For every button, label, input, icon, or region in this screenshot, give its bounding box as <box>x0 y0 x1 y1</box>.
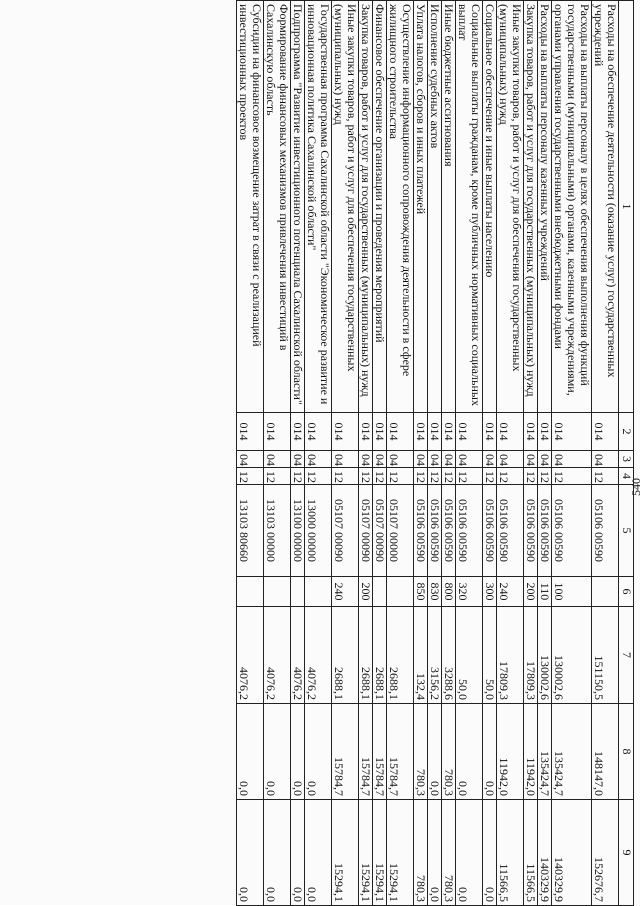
amount-year1-cell: 130002,6 <box>552 607 592 704</box>
chapter-code-cell: 014 <box>483 413 497 451</box>
section-code-cell: 04 <box>359 451 373 468</box>
chapter-code-cell: 014 <box>456 413 483 451</box>
column-header: 9 <box>619 800 634 906</box>
amount-year2-cell: 148147,0 <box>592 704 619 800</box>
target-article-cell: 05106 00590 <box>483 485 497 577</box>
table-row <box>524 1 538 906</box>
expense-type-cell: 830 <box>428 577 442 607</box>
expense-type-cell: 800 <box>442 577 456 607</box>
amount-year2-cell: 15784,7 <box>387 704 414 800</box>
amount-year2-cell: 780,3 <box>414 704 428 800</box>
subsection-code-cell: 12 <box>538 468 552 485</box>
target-article-cell: 05107 00090 <box>332 485 359 577</box>
expense-type-cell <box>264 577 291 607</box>
subsection-code-cell: 12 <box>456 468 483 485</box>
chapter-code-cell: 014 <box>373 413 387 451</box>
expense-type-cell: 200 <box>359 577 373 607</box>
section-code-cell: 04 <box>428 451 442 468</box>
section-code-cell: 04 <box>524 451 538 468</box>
target-article-cell: 05106 00590 <box>442 485 456 577</box>
expense-type-cell <box>237 577 264 607</box>
target-article-cell: 13103 80660 <box>237 485 264 577</box>
section-code-cell: 04 <box>237 451 264 468</box>
amount-year1-cell: 4076,2 <box>237 607 264 704</box>
table-body <box>237 1 619 906</box>
chapter-code-cell: 014 <box>524 413 538 451</box>
chapter-code-cell: 014 <box>387 413 414 451</box>
amount-year3-cell: 0,0 <box>456 800 483 906</box>
table-row <box>264 1 291 906</box>
section-code-cell: 04 <box>264 451 291 468</box>
target-article-cell: 05106 00590 <box>538 485 552 577</box>
amount-year1-cell: 2688,1 <box>359 607 373 704</box>
section-code-cell: 04 <box>552 451 592 468</box>
row-name-cell: Расходы на выплаты персоналу в целях обеспечения выполнения функций государственными (муниципальными) органами, казенными учреждениями, органами управления государственными внебюджетными фондами <box>552 1 592 413</box>
table-row <box>552 1 592 906</box>
table-row <box>359 1 373 906</box>
table-row <box>414 1 428 906</box>
target-article-cell: 13000 00000 <box>305 485 332 577</box>
amount-year1-cell: 2688,1 <box>332 607 359 704</box>
table-row <box>483 1 497 906</box>
section-code-cell: 04 <box>291 451 305 468</box>
amount-year3-cell: 0,0 <box>264 800 291 906</box>
row-name-cell: Иные бюджетные ассигнования <box>442 1 456 413</box>
column-header: 2 <box>619 413 634 451</box>
column-header: 4 <box>619 468 634 485</box>
subsection-code-cell: 12 <box>373 468 387 485</box>
section-code-cell: 04 <box>332 451 359 468</box>
amount-year2-cell: 15784,7 <box>373 704 387 800</box>
expense-type-cell <box>291 577 305 607</box>
row-name-cell: Иные закупки товаров, работ и услуг для обеспечения государственных (муниципальных) нужд <box>497 1 524 413</box>
subsection-code-cell: 12 <box>305 468 332 485</box>
amount-year1-cell: 132,4 <box>414 607 428 704</box>
row-name-cell: Иные закупки товаров, работ и услуг для обеспечения государственных (муниципальных) нужд <box>332 1 359 413</box>
amount-year3-cell: 0,0 <box>483 800 497 906</box>
amount-year3-cell: 0,0 <box>305 800 332 906</box>
table-row <box>237 1 264 906</box>
table-row <box>442 1 456 906</box>
chapter-code-cell: 014 <box>359 413 373 451</box>
row-name-cell: Субсидии на финансовое возмещение затрат в связи с реализацией инвестиционных проектов <box>237 1 264 413</box>
budget-table <box>236 0 634 906</box>
target-article-cell: 05106 00590 <box>428 485 442 577</box>
amount-year3-cell: 0,0 <box>237 800 264 906</box>
subsection-code-cell: 12 <box>592 468 619 485</box>
chapter-code-cell: 014 <box>497 413 524 451</box>
column-header: 8 <box>619 704 634 800</box>
amount-year3-cell: 140329,9 <box>538 800 552 906</box>
amount-year2-cell: 0,0 <box>456 704 483 800</box>
section-code-cell: 04 <box>305 451 332 468</box>
section-code-cell: 04 <box>442 451 456 468</box>
section-code-cell: 04 <box>592 451 619 468</box>
amount-year3-cell: 15294,1 <box>359 800 373 906</box>
chapter-code-cell: 014 <box>552 413 592 451</box>
chapter-code-cell: 014 <box>442 413 456 451</box>
amount-year3-cell: 15294,1 <box>387 800 414 906</box>
section-code-cell: 04 <box>456 451 483 468</box>
amount-year2-cell: 135424,7 <box>552 704 592 800</box>
row-name-cell: Расходы на обеспечение деятельности (оказание услуг) государственных учреждений <box>592 1 619 413</box>
subsection-code-cell: 12 <box>332 468 359 485</box>
table-row <box>373 1 387 906</box>
amount-year3-cell: 0,0 <box>428 800 442 906</box>
row-name-cell: Государственная программа Сахалинской области "Экономическое развитие и инновационная политика Сахалинской области" <box>305 1 332 413</box>
amount-year3-cell: 11566,5 <box>497 800 524 906</box>
table-row <box>428 1 442 906</box>
section-code-cell: 04 <box>497 451 524 468</box>
column-header: 6 <box>619 577 634 607</box>
expense-type-cell: 240 <box>497 577 524 607</box>
amount-year3-cell: 15294,1 <box>332 800 359 906</box>
amount-year3-cell: 152676,7 <box>592 800 619 906</box>
column-header: 5 <box>619 485 634 577</box>
subsection-code-cell: 12 <box>524 468 538 485</box>
amount-year1-cell: 130002,6 <box>538 607 552 704</box>
target-article-cell: 05106 00590 <box>592 485 619 577</box>
header-row <box>619 1 634 906</box>
amount-year1-cell: 4076,2 <box>305 607 332 704</box>
amount-year2-cell: 15784,7 <box>332 704 359 800</box>
expense-type-cell: 300 <box>483 577 497 607</box>
amount-year2-cell: 0,0 <box>428 704 442 800</box>
target-article-cell: 13103 00000 <box>264 485 291 577</box>
chapter-code-cell: 014 <box>332 413 359 451</box>
expense-type-cell <box>387 577 414 607</box>
subsection-code-cell: 12 <box>552 468 592 485</box>
row-name-cell: Закупка товаров, работ и услуг для государственных (муниципальных) нужд <box>359 1 373 413</box>
target-article-cell: 05107 00090 <box>359 485 373 577</box>
amount-year1-cell: 50,0 <box>483 607 497 704</box>
section-code-cell: 04 <box>483 451 497 468</box>
expense-type-cell: 240 <box>332 577 359 607</box>
page-number: 540 <box>629 478 643 496</box>
target-article-cell: 05106 00590 <box>497 485 524 577</box>
row-name-cell: Осуществление информационного сопровождения деятельности в сфере жилищного строительства <box>387 1 414 413</box>
chapter-code-cell: 014 <box>291 413 305 451</box>
target-article-cell: 13100 00000 <box>291 485 305 577</box>
expense-type-cell: 320 <box>456 577 483 607</box>
amount-year3-cell: 780,3 <box>442 800 456 906</box>
target-article-cell: 05106 00590 <box>524 485 538 577</box>
chapter-code-cell: 014 <box>305 413 332 451</box>
target-article-cell: 05107 00000 <box>387 485 414 577</box>
amount-year1-cell: 4076,2 <box>264 607 291 704</box>
amount-year3-cell: 780,3 <box>414 800 428 906</box>
subsection-code-cell: 12 <box>291 468 305 485</box>
table-row <box>456 1 483 906</box>
section-code-cell: 04 <box>538 451 552 468</box>
table-row <box>538 1 552 906</box>
column-header: 7 <box>619 607 634 704</box>
subsection-code-cell: 12 <box>497 468 524 485</box>
chapter-code-cell: 014 <box>538 413 552 451</box>
subsection-code-cell: 12 <box>237 468 264 485</box>
row-name-cell: Финансовое обеспечение организации и проведения мероприятий <box>373 1 387 413</box>
amount-year1-cell: 50,0 <box>456 607 483 704</box>
amount-year1-cell: 4076,2 <box>291 607 305 704</box>
amount-year3-cell: 0,0 <box>291 800 305 906</box>
chapter-code-cell: 014 <box>414 413 428 451</box>
amount-year1-cell: 3156,2 <box>428 607 442 704</box>
chapter-code-cell: 014 <box>592 413 619 451</box>
amount-year1-cell: 2688,1 <box>387 607 414 704</box>
amount-year1-cell: 2688,1 <box>373 607 387 704</box>
amount-year2-cell: 0,0 <box>483 704 497 800</box>
subsection-code-cell: 12 <box>442 468 456 485</box>
target-article-cell: 05107 00090 <box>373 485 387 577</box>
subsection-code-cell: 12 <box>414 468 428 485</box>
column-header: 1 <box>619 1 634 413</box>
amount-year1-cell: 3288,6 <box>442 607 456 704</box>
subsection-code-cell: 12 <box>428 468 442 485</box>
expense-type-cell <box>305 577 332 607</box>
table-row <box>497 1 524 906</box>
table-row <box>291 1 305 906</box>
subsection-code-cell: 12 <box>387 468 414 485</box>
subsection-code-cell: 12 <box>264 468 291 485</box>
row-name-cell: Закупка товаров, работ и услуг для государственных (муниципальных) нужд <box>524 1 538 413</box>
table-row <box>387 1 414 906</box>
amount-year2-cell: 135424,7 <box>538 704 552 800</box>
amount-year2-cell: 0,0 <box>305 704 332 800</box>
expense-type-cell: 850 <box>414 577 428 607</box>
amount-year2-cell: 11942,0 <box>497 704 524 800</box>
amount-year1-cell: 151150,5 <box>592 607 619 704</box>
row-name-cell: Социальное обеспечение и иные выплаты населению <box>483 1 497 413</box>
amount-year3-cell: 15294,1 <box>373 800 387 906</box>
target-article-cell: 05106 00590 <box>414 485 428 577</box>
chapter-code-cell: 014 <box>428 413 442 451</box>
table-row <box>592 1 619 906</box>
amount-year2-cell: 780,3 <box>442 704 456 800</box>
amount-year2-cell: 15784,7 <box>359 704 373 800</box>
column-header: 3 <box>619 451 634 468</box>
amount-year2-cell: 0,0 <box>264 704 291 800</box>
subsection-code-cell: 12 <box>483 468 497 485</box>
section-code-cell: 04 <box>387 451 414 468</box>
amount-year2-cell: 0,0 <box>291 704 305 800</box>
section-code-cell: 04 <box>414 451 428 468</box>
target-article-cell: 05106 00590 <box>552 485 592 577</box>
chapter-code-cell: 014 <box>264 413 291 451</box>
amount-year3-cell: 140329,9 <box>552 800 592 906</box>
subsection-code-cell: 12 <box>359 468 373 485</box>
section-code-cell: 04 <box>373 451 387 468</box>
expense-type-cell <box>592 577 619 607</box>
amount-year2-cell: 11942,0 <box>524 704 538 800</box>
row-name-cell: Расходы на выплаты персоналу казенных учреждений <box>538 1 552 413</box>
table-row <box>332 1 359 906</box>
chapter-code-cell: 014 <box>237 413 264 451</box>
amount-year1-cell: 17809,3 <box>524 607 538 704</box>
amount-year1-cell: 17809,3 <box>497 607 524 704</box>
expense-type-cell <box>373 577 387 607</box>
row-name-cell: Формирование финансовых механизмов привлечения инвестиций в Сахалинскую область <box>264 1 291 413</box>
row-name-cell: Уплата налогов, сборов и иных платежей <box>414 1 428 413</box>
target-article-cell: 05106 00590 <box>456 485 483 577</box>
row-name-cell: Социальные выплаты гражданам, кроме публичных нормативных социальных выплат <box>456 1 483 413</box>
amount-year3-cell: 11566,5 <box>524 800 538 906</box>
expense-type-cell: 200 <box>524 577 538 607</box>
amount-year2-cell: 0,0 <box>237 704 264 800</box>
row-name-cell: Исполнение судебных актов <box>428 1 442 413</box>
table-row <box>305 1 332 906</box>
row-name-cell: Подпрограмма "Развитие инвестиционного потенциала Сахалинской области" <box>291 1 305 413</box>
expense-type-cell: 100 <box>552 577 592 607</box>
expense-type-cell: 110 <box>538 577 552 607</box>
